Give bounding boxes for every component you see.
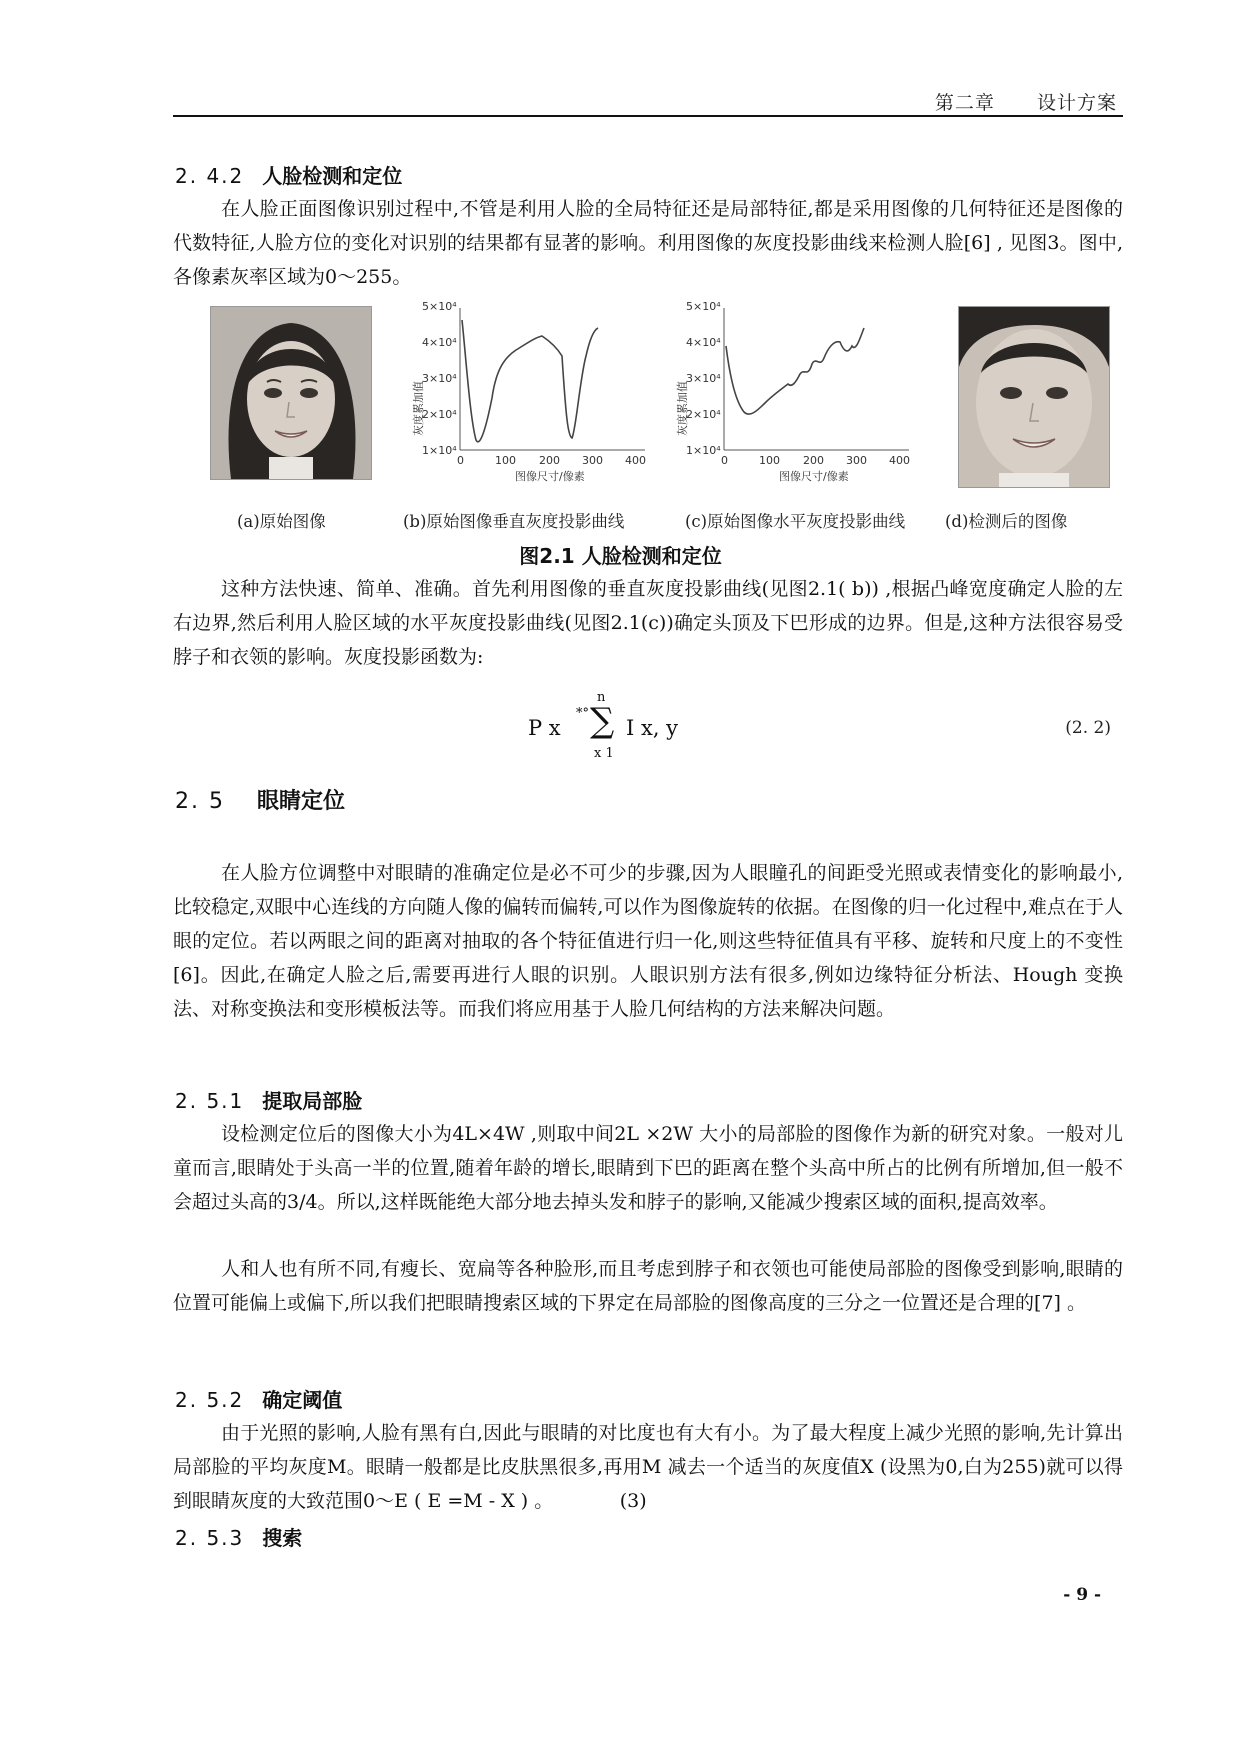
plot-b-curve: [462, 320, 598, 442]
plot-b-ytick-2: 2×10⁴: [422, 408, 457, 421]
plot-b-xtick-0: 0: [457, 454, 464, 467]
figure-d-detected-face-photo: [958, 306, 1110, 488]
paragraph-5: 人和人也有所不同,有瘦长、宽扁等各种脸形,而且考虑到脖子和衣领也可能使局部脸的图像受到影响,眼睛的位置可能偏上或偏下,所以我们把眼睛搜索区域的下界定在局部脸的图像高度的三分之一位置还是合理的[7] 。: [173, 1258, 1123, 1314]
plot-c-curve: [726, 328, 864, 414]
paragraph-3: 在人脸方位调整中对眼睛的准确定位是必不可少的步骤,因为人眼瞳孔的间距受光照或表情变化的影响最小,比较稳定,双眼中心连线的方向随人像的偏转而偏转,可以作为图像旋转的依据。在图像的归一化过程中,难点在于人眼的定位。若以两眼之间的距离对抽取的各个特征值进行归一化,则这些特征值具有平移、旋转和尺度上的不变性[6]。因此,在确定人脸之后,需要再进行人眼的识别。人眼识别方法有很多,例如边缘特征分析法、Hough 变换法、对称变换法和变形模板法等。而我们将应用基于人脸几何结构的方法来解决问题。: [173, 862, 1123, 1020]
paragraph-2: 这种方法快速、简单、准确。首先利用图像的垂直灰度投影曲线(见图2.1( b)) ,根据凸峰宽度确定人脸的左右边界,然后利用人脸区域的水平灰度投影曲线(见图2.1(c))确定头顶及下巴形成的边界。但是,这种方法很容易受脖子和衣领的影响。灰度投影函数为:: [173, 578, 1123, 668]
figure-b-vertical-projection-plot: [400, 298, 650, 490]
plot-c-ylabel: 灰度累加值: [676, 381, 689, 436]
page-number: - 9 -: [1063, 1585, 1101, 1605]
plot-c-xlabel: 图像尺寸/像素: [779, 470, 849, 483]
plot-c-xtick-100: 100: [759, 454, 780, 467]
equation-number: (2. 2): [1065, 718, 1111, 738]
header-rule: [173, 115, 1123, 117]
section-heading-2-5-2: 2. 5.2 确定阈值: [175, 1388, 343, 1412]
header-chapter: 第二章: [934, 92, 995, 114]
caption-c: (c)原始图像水平灰度投影曲线: [685, 512, 906, 531]
section-heading-2-4-2: 2. 4.2 人脸检测和定位: [175, 164, 403, 188]
plot-b-xtick-100: 100: [495, 454, 516, 467]
caption-a: (a)原始图像: [237, 512, 326, 531]
paragraph-4: 设检测定位后的图像大小为4L×4W ,则取中间2L ×2W 大小的局部脸的图像作为新的研究对象。一般对儿童而言,眼睛处于头高一半的位置,随着年龄的增长,眼睛到下巴的距离在整个头高中所占的比例有所增加,但一般不会超过头高的3/4。所以,这样既能绝大部分地去掉头发和脖子的影响,又能减少搜索区域的面积,提高效率。: [173, 1123, 1123, 1213]
paragraph-6: 由于光照的影响,人脸有黑有白,因此与眼睛的对比度也有大有小。为了最大程度上减少光照的影响,先计算出局部脸的平均灰度M。眼睛一般都是比皮肤黑很多,再用M 减去一个适当的灰度值X (设黑为0,白为255)就可以得到眼睛灰度的大致范围0～E ( E =M - X ) 。 (3): [173, 1422, 1123, 1512]
plot-c-xtick-200: 200: [803, 454, 824, 467]
plot-b-ytick-4: 4×10⁴: [422, 336, 457, 349]
plot-b-ylabel: 灰度累加值: [412, 381, 425, 436]
equation-symbol: *°: [576, 706, 589, 721]
plot-b-xtick-400: 400: [625, 454, 646, 467]
plot-b-xtick-200: 200: [539, 454, 560, 467]
plot-b-ytick-3: 3×10⁴: [422, 372, 457, 385]
summation-symbol: ∑: [590, 701, 615, 741]
equation-subscript: x 1: [594, 746, 614, 761]
header-title: 设计方案: [1036, 92, 1117, 114]
plot-b-xtick-300: 300: [582, 454, 603, 467]
plot-c-ytick-2: 2×10⁴: [686, 408, 721, 421]
plot-c-ytick-4: 4×10⁴: [686, 336, 721, 349]
plot-b-ytick-1: 1×10⁴: [422, 444, 457, 457]
plot-c-ytick-1: 1×10⁴: [686, 444, 721, 457]
plot-c-xtick-400: 400: [889, 454, 910, 467]
plot-c-xtick-300: 300: [846, 454, 867, 467]
equation-superscript: n: [597, 690, 606, 705]
equation-rhs: I x, y: [626, 716, 679, 740]
section-heading-2-5: 2. 5 眼睛定位: [175, 789, 345, 814]
equation-lhs: P x: [528, 716, 561, 740]
running-header: [935, 88, 1117, 115]
figure-c-horizontal-projection-plot: [664, 298, 914, 490]
plot-c-ytick-3: 3×10⁴: [686, 372, 721, 385]
plot-c-xtick-0: 0: [721, 454, 728, 467]
figure-title: 图2.1 人脸检测和定位: [519, 544, 722, 568]
plot-b-xlabel: 图像尺寸/像素: [515, 470, 585, 483]
plot-c-ytick-5: 5×10⁴: [686, 300, 721, 313]
section-heading-2-5-1: 2. 5.1 提取局部脸: [175, 1089, 363, 1113]
caption-b: (b)原始图像垂直灰度投影曲线: [403, 512, 625, 531]
figure-a-original-face-photo: [210, 306, 372, 480]
caption-d: (d)检测后的图像: [945, 512, 1068, 531]
section-heading-2-5-3: 2. 5.3 搜索: [175, 1526, 303, 1550]
plot-b-ytick-5: 5×10⁴: [422, 300, 457, 313]
equation-2-2: [520, 690, 780, 766]
paragraph-1: 在人脸正面图像识别过程中,不管是利用人脸的全局特征还是局部特征,都是采用图像的几何特征还是图像的代数特征,人脸方位的变化对识别的结果都有显著的影响。利用图像的灰度投影曲线来检测人脸[6] , 见图3。图中,各像素灰率区域为0～255。: [173, 198, 1123, 288]
